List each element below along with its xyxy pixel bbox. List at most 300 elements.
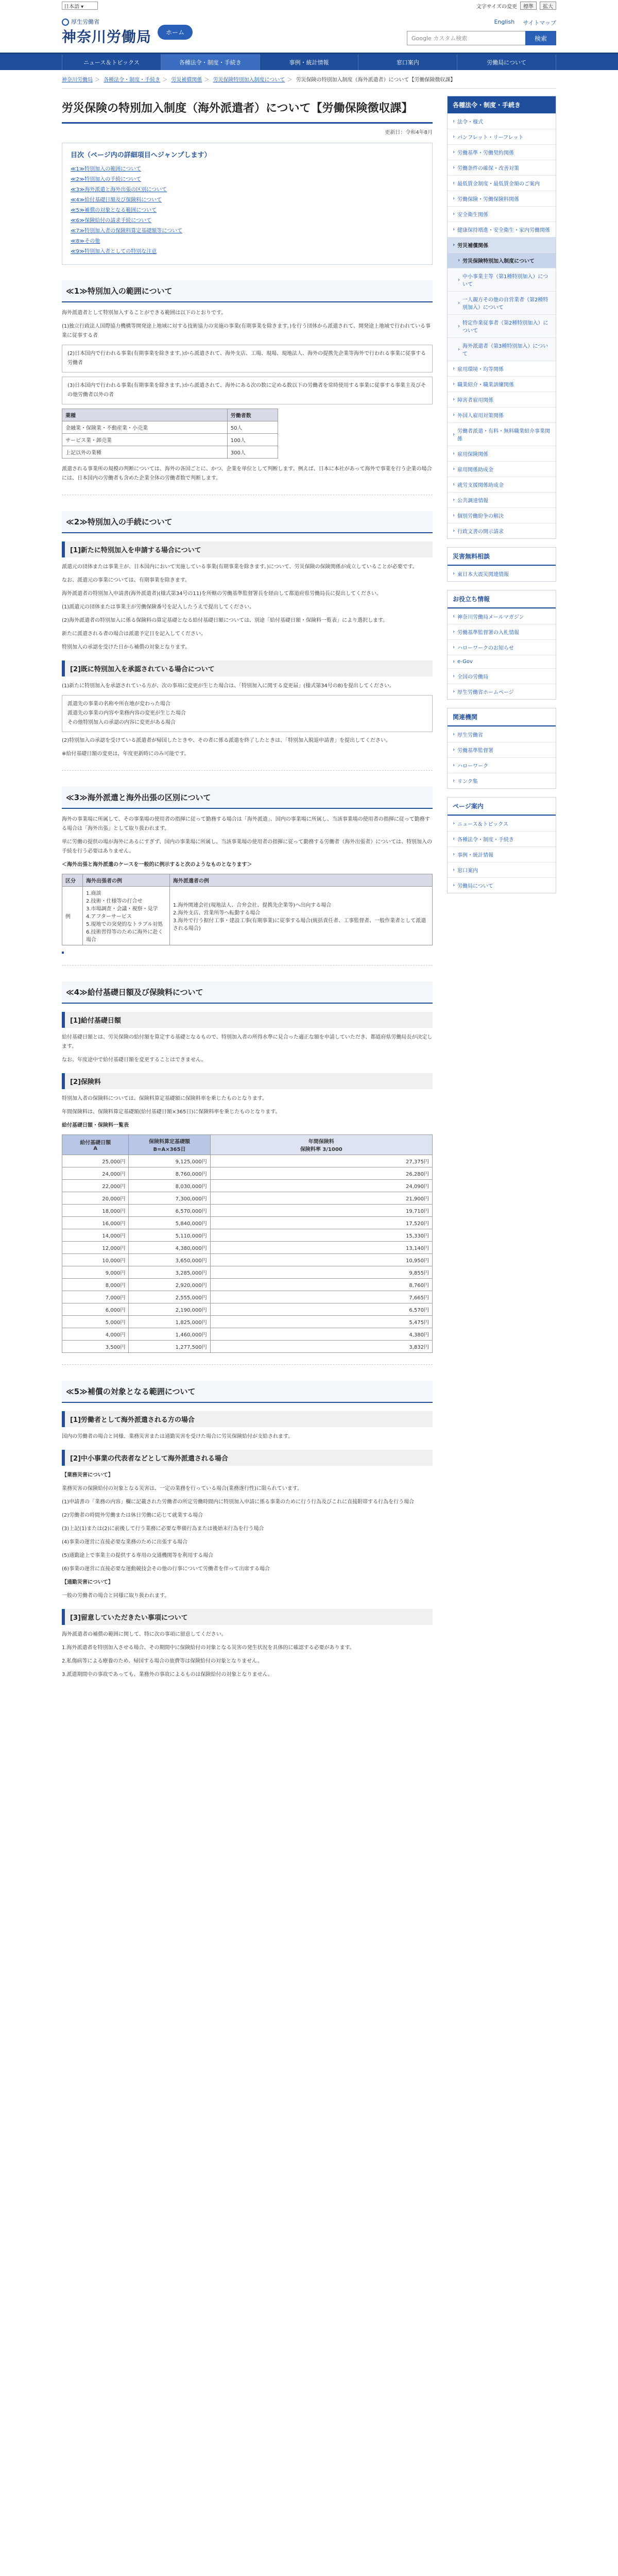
chevron-right-icon: › [453, 614, 455, 619]
chevron-right-icon: › [453, 673, 455, 679]
table-cell: 4,000円 [62, 1328, 129, 1341]
chevron-right-icon: › [458, 300, 460, 306]
chevron-right-icon: › [453, 134, 455, 140]
paragraph: (1)独立行政法人国際協力機構等開発途上地域に対する技術協力の実施の事業(有期事業を除きます。)を行う団体から派遣されて、開発途上地域で行われている事業に従事する者 [62, 324, 431, 338]
table-cell: 5,110,000円 [129, 1229, 210, 1242]
paragraph: 3.派遣期間中の事故であっても、業務外の事故によるものは保険給付の対象となりません。 [62, 1672, 273, 1677]
sidebar-block-page-guide [447, 797, 556, 893]
table-cell: 8,000円 [62, 1279, 129, 1291]
table-cell: 9,125,000円 [129, 1155, 210, 1167]
sidebar-block-useful [447, 590, 556, 700]
chevron-right-icon: › [453, 381, 455, 387]
table-row [62, 1155, 433, 1167]
table-cell: 3,832円 [210, 1341, 432, 1353]
sidebar-item-label: 職業紹介・職業訓練関係 [457, 382, 514, 388]
paragraph: 給付基礎日額とは、労災保険の給付額を算定する基礎となるもので、特別加入者の所得水準に見合った適正な額を申請していただき、都道府県労働局長が決定します。 [62, 1035, 433, 1049]
sidebar-item[interactable] [448, 129, 556, 144]
sidebar-item-label: 一人親方その他の自営業者（第2種特別加入）について [462, 297, 548, 311]
paragraph-heading: 【業務災害について】 [62, 1472, 113, 1478]
sidebar-item-label: 海外派遣者（第3種特別加入）について [462, 344, 548, 357]
breadcrumb-item[interactable]: 各種法令・制度・手続き [104, 77, 161, 83]
sidebar-link[interactable] [448, 862, 556, 877]
site-header [62, 11, 556, 53]
table-cell: 16,000円 [62, 1217, 129, 1229]
paragraph: 特別加入の承認を受けた日から補償の対象となります。 [62, 645, 191, 650]
table-cell: 8,760円 [210, 1279, 432, 1291]
breadcrumb-current: 労災保険の特別加入制度（海外派遣者）について【労働保険徴収課】 [296, 77, 456, 83]
table-cell: 25,000円 [62, 1155, 129, 1167]
sidebar-item[interactable] [448, 392, 556, 407]
paragraph: (1)新たに特別加入を承認されている方が、次の事項に変更が生じた場合は、「特別加入に関する変更届」(様式第34号の8)を提出してください。 [62, 683, 395, 689]
table-cell: 17,520円 [210, 1217, 432, 1229]
paragraph: ※給付基礎日額の変更は、年度更新時にのみ可能です。 [62, 751, 190, 757]
gnav-offices[interactable]: 窓口案内 [358, 54, 457, 70]
bullet-mark [62, 952, 64, 954]
chevron-right-icon: › [453, 211, 455, 217]
table-cell: 7,665円 [210, 1291, 432, 1303]
sidebar-link[interactable] [448, 877, 556, 893]
sidebar-item-label: 公共調達情報 [457, 498, 488, 504]
chevron-right-icon: › [453, 149, 455, 155]
table-cell: 19,710円 [210, 1205, 432, 1217]
text-size-standard-button[interactable]: 標準 [520, 2, 537, 10]
sidebar-link-label: 各種法令・制度・手続き [457, 837, 514, 843]
sidebar-item[interactable] [448, 160, 556, 175]
sidebar-item[interactable] [448, 222, 556, 237]
sidebar-item-label: 障害者雇用関係 [457, 398, 493, 403]
table-row [62, 1167, 433, 1180]
table-cell: 1,460,000円 [129, 1328, 210, 1341]
table-cell: 2,555,000円 [129, 1291, 210, 1303]
breadcrumb-item[interactable]: 神奈川労働局 [62, 77, 93, 83]
chevron-right-icon: › [453, 482, 455, 487]
sidebar-heading: 災害無料相談 [448, 548, 556, 566]
table-row [62, 1229, 433, 1242]
divider [62, 965, 433, 966]
sidebar-item[interactable] [448, 407, 556, 422]
sidebar-link[interactable] [448, 566, 556, 581]
sidebar-link-label: リンク集 [457, 779, 478, 785]
chevron-right-icon: › [453, 451, 455, 456]
sidebar [447, 96, 556, 1684]
table-cell: 18,000円 [62, 1205, 129, 1217]
paragraph: 海外の事業場に所属して、その事業場の使用者の指揮に従って勤務する場合は「海外派遣」、国内の事業場に所属し、当該事業場の使用者の指揮に従って勤務する場合は「海外出張」として取り扱われます。 [62, 817, 430, 832]
sidebar-link-label: 厚生労働省ホームページ [457, 690, 514, 696]
sidebar-link[interactable] [448, 742, 556, 757]
table-cell: 21,900円 [210, 1192, 432, 1205]
chevron-right-icon: › [453, 196, 455, 201]
toc-title: 目次（ページ内の詳細項目へジャンプします） [71, 151, 211, 159]
language-select-value: 日本語 [64, 4, 79, 10]
chevron-right-icon: › [453, 836, 455, 842]
table-cell: 10,000円 [62, 1254, 129, 1266]
chevron-right-icon: › [453, 466, 455, 472]
table-cell: 1.海外関連会社(現地法人、合弁会社、提携先企業等)へ出向する場合 2.海外支店、営業所等へ転勤する場合 3.海外で行う据付工事・建設工事(有期事業)に従事する場合(統括責任者、工事監督者、一般作業者として派遣される場合) [169, 887, 432, 945]
page-title: 労災保険の特別加入制度（海外派遣者）について【労働保険徴収課】 [62, 96, 433, 124]
table-header: 海外出張者の例 [83, 874, 170, 887]
sidebar-item-label: 個別労働紛争の解決 [457, 514, 504, 519]
sidebar-item-label: 労働基準・労働契約関係 [457, 150, 514, 156]
table-cell: 14,000円 [62, 1229, 129, 1242]
subsection-heading: [1]新たに特別加入を申請する場合について [62, 541, 433, 557]
table-cell: 8,760,000円 [129, 1167, 210, 1180]
sidebar-item-label: 労働条件の確保・改善対策 [457, 166, 519, 172]
table-caption: 給付基礎日額・保険料一覧表 [62, 1123, 129, 1128]
sidebar-link[interactable] [448, 639, 556, 655]
chevron-right-icon: › [453, 778, 455, 784]
sidebar-heading: 関連機関 [448, 708, 556, 726]
chevron-right-icon: › [458, 346, 460, 352]
sidebar-item[interactable] [448, 337, 556, 361]
sidebar-link[interactable] [448, 831, 556, 846]
toc-link[interactable]: ≪6≫保険給付の請求手続について [71, 218, 152, 224]
table-cell: 8,030,000円 [129, 1180, 210, 1192]
site-title: 神奈川労働局 [62, 28, 152, 45]
sidebar-item[interactable] [448, 523, 556, 538]
text-size-large-button[interactable]: 拡大 [540, 2, 556, 10]
list-item: 派遣先の事業の内容や業務内容の変更が生じた場合 [67, 710, 186, 716]
dispatch-vs-trip-table [62, 874, 433, 945]
sidebar-link-label: 労働基準監督署 [457, 748, 493, 754]
sidebar-link-label: e-Gov [457, 659, 473, 665]
sidebar-link-label: 神奈川労働局メールマガジン [457, 615, 524, 620]
table-cell: 15,330円 [210, 1229, 432, 1242]
toc-link[interactable]: ≪3≫海外派遣と海外出張の区別について [71, 187, 167, 193]
table-cell: 2,920,000円 [129, 1279, 210, 1291]
text-size-label: 文字サイズの変更 [476, 4, 517, 10]
divider [62, 770, 433, 771]
table-header: 労働者数 [227, 409, 278, 421]
note-box [62, 695, 433, 732]
paragraph: 業務災害の保険給付の対象となる災害は、一定の業務を行っている場合(業務遂行性)に限られています。 [62, 1486, 303, 1492]
table-row [62, 1180, 433, 1192]
sidebar-block-laws [447, 96, 556, 539]
paragraph: なお、派遣元の事業については、有期事業を除きます。 [62, 578, 190, 583]
sidebar-heading: ページ案内 [448, 798, 556, 816]
search-button[interactable]: 検索 [525, 31, 556, 45]
list-item: 派遣先の事業の名称や所在地が変わった場合 [67, 701, 170, 707]
toc-link[interactable]: ≪5≫補償の対象となる範囲について [71, 208, 157, 213]
chevron-right-icon: › [453, 227, 455, 232]
table-cell: 上記以外の業種 [62, 446, 228, 459]
sidebar-item[interactable] [448, 252, 556, 268]
chevron-right-icon: › [453, 366, 455, 371]
sidebar-link-label: 労働局について [457, 884, 493, 889]
sidebar-link[interactable] [448, 608, 556, 624]
sidebar-item[interactable] [448, 376, 556, 392]
table-row [62, 1328, 433, 1341]
toc-link[interactable]: ≪2≫特別加入の手続について [71, 177, 142, 182]
paragraph: 1.海外派遣者を特別加入させる場合、その期間中に保険給付の対象となる災害の発生状況を具体的に確認する必要があります。 [62, 1645, 355, 1651]
paragraph: 海外派遣者の補償の範囲に関して、特に次の事項に留意してください。 [62, 1632, 227, 1637]
gnav-news[interactable]: ニュース＆トピックス [62, 54, 161, 70]
sidebar-item-label: パンフレット・リーフレット [457, 135, 524, 141]
sidebar-item-label: 就労支援関係助成金 [457, 483, 504, 488]
sidebar-item-label: 雇用関係助成金 [457, 467, 493, 473]
table-cell: 27,375円 [210, 1155, 432, 1167]
subsection-heading: [1]給付基礎日額 [62, 1012, 433, 1028]
sidebar-item[interactable] [448, 477, 556, 492]
toc-link[interactable]: ≪9≫特別加入者としての特別な注意 [71, 249, 157, 255]
note-box: (3)日本国内で行われる事業(有期事業を除きます。)から派遣されて、海外にある次の数に定める数以下の労働者を常時使用する事業に従事する事業主及びその他労働者以外の者 [62, 377, 433, 404]
chevron-right-icon: › [458, 277, 460, 283]
gnav-laws[interactable]: 各種法令・制度・手続き [161, 54, 260, 70]
chevron-right-icon: › [458, 258, 460, 263]
sidebar-link-label: 全国の労働局 [457, 674, 488, 680]
toc-link[interactable]: ≪1≫特別加入の範囲について [71, 166, 142, 172]
sidebar-item[interactable] [448, 361, 556, 376]
table-cell: 6,000円 [62, 1303, 129, 1316]
chevron-right-icon: › [453, 497, 455, 503]
sidebar-heading: 各種法令・制度・手続き [448, 96, 556, 113]
business-size-table [62, 409, 278, 459]
section-heading: ≪2≫特別加入の手続について [62, 511, 433, 533]
sidebar-item-label: 外国人雇用対策関係 [457, 413, 504, 419]
table-cell: 300人 [227, 446, 278, 459]
sidebar-item-label: 安全衛生関係 [457, 212, 488, 218]
search-input[interactable]: Google カスタム検索 [407, 31, 525, 45]
chevron-right-icon: › [453, 762, 455, 768]
sidebar-link-label: 厚生労働省 [457, 733, 483, 738]
paragraph: 一般の労働者の場合と同様に取り扱われます。 [62, 1593, 170, 1599]
table-row [62, 421, 278, 434]
table-cell: 4,380円 [210, 1328, 432, 1341]
table-row [62, 887, 433, 945]
chevron-right-icon: › [453, 867, 455, 873]
divider [62, 1364, 433, 1365]
sidebar-block-disaster [447, 547, 556, 582]
sidebar-item[interactable] [448, 461, 556, 477]
site-logo[interactable] [62, 18, 151, 46]
table-cell: 26,280円 [210, 1167, 432, 1180]
table-row [62, 1192, 433, 1205]
chevron-right-icon: › [453, 180, 455, 186]
sidebar-item[interactable] [448, 314, 556, 337]
updated-date: 更新日：令和4年8月 [385, 130, 433, 135]
sidebar-item[interactable] [448, 507, 556, 523]
chevron-right-icon: › [453, 689, 455, 694]
toc-link[interactable]: ≪4≫給付基礎日額及び保険料について [71, 197, 162, 203]
sidebar-link[interactable] [448, 655, 556, 668]
section-heading: ≪4≫給付基礎日額及び保険料について [62, 981, 433, 1004]
sidebar-link-label: 事例・統計情報 [457, 853, 493, 858]
sidebar-link[interactable] [448, 757, 556, 773]
table-cell: 22,000円 [62, 1180, 129, 1192]
breadcrumb-item[interactable]: 労災補償関係 [171, 77, 202, 83]
table-row [62, 1316, 433, 1328]
paragraph: 単に労働の提供の場が海外にあるにすぎず、国内の事業場に所属し、当該事業場の使用者の指揮に従って勤務する労働者（海外出張者）については、特別加入の手続を行う必要はありません。 [62, 839, 432, 854]
table-cell: 2,190,000円 [129, 1303, 210, 1316]
table-cell: 12,000円 [62, 1242, 129, 1254]
chevron-right-icon: › [453, 412, 455, 418]
table-cell: 5,840,000円 [129, 1217, 210, 1229]
paragraph: 派遣元の団体または事業主が、日本国内において実施している事業(有期事業を除きます。)について、労災保険の保険関係が成立していることが必要です。 [62, 564, 418, 570]
chevron-right-icon: › [458, 323, 460, 329]
sidebar-item-label: 中小事業主等（第1種特別加入）について [462, 274, 548, 287]
table-row [62, 1254, 433, 1266]
paragraph: 年間保険料は、保険料算定基礎額(給付基礎日額×365日)に保険料率を乗じたものとなります。 [62, 1109, 281, 1115]
note-box: (2)日本国内で行われる事業(有期事業を除きます。)から派遣されて、海外支店、工場、現場、現地法人、海外の提携先企業等海外で行われる事業に従事する労働者 [62, 345, 433, 372]
sidebar-item[interactable] [448, 291, 556, 314]
breadcrumb: 神奈川労働局 ＞ 各種法令・制度・手続き ＞ 労災補償関係 ＞ 労災保険特別加入制度について ＞ 労災保険の特別加入制度（海外派遣者）について【労働保険徴収課】 [62, 70, 556, 89]
sidebar-item[interactable] [448, 422, 556, 446]
paragraph: (6)事業の運営に直接必要な運動競技会その他の行事について労働者を伴って出席する場合 [62, 1566, 270, 1572]
section-heading: ≪1≫特別加入の範囲について [62, 280, 433, 302]
paragraph: (1)派遣元の団体または事業主が労働保険番号を記入したうえで提出してください。 [62, 604, 255, 610]
paragraph: 海外派遣者として特別加入することができる範囲は以下のとおりです。 [62, 310, 227, 316]
table-header: 年間保険料 保険料率 3/1000 [210, 1135, 432, 1155]
section-heading: ≪3≫海外派遣と海外出張の区別について [62, 787, 433, 809]
chevron-right-icon: › [453, 397, 455, 402]
table-cell: 3,285,000円 [129, 1266, 210, 1279]
paragraph: 特別加入者の保険料については、保険料算定基礎額に保険料率を乗じたものとなります。 [62, 1096, 267, 1101]
chevron-right-icon: › [453, 645, 455, 650]
paragraph: (2)労働者の時間外労働または休日労働に応じて就業する場合 [62, 1513, 203, 1518]
table-caption: ＜海外出張と海外派遣のケースを一般的に例示すると次のようなものとなります＞ [62, 862, 252, 868]
sidebar-item[interactable] [448, 492, 556, 507]
chevron-right-icon: › [453, 821, 455, 826]
english-link[interactable]: English [494, 19, 515, 25]
subsection-heading: [3]留意していただきたい事項について [62, 1609, 433, 1625]
chevron-right-icon: › [453, 528, 455, 534]
toc-link[interactable]: ≪8≫その他 [71, 239, 100, 244]
table-cell: 9,000円 [62, 1266, 129, 1279]
table-row [62, 1291, 433, 1303]
paragraph: (1)申請書の「業務の内容」欄に記載された労働者の所定労働時間内に特別加入申請に係る事業のために行う行為及びこれに直接附帯する行為を行う場合 [62, 1499, 415, 1505]
sidebar-item[interactable] [448, 113, 556, 129]
sidebar-link[interactable] [448, 846, 556, 862]
chevron-right-icon: › [453, 242, 455, 248]
chevron-right-icon: › [453, 852, 455, 857]
ministry-name: 厚生労働省 [71, 19, 99, 25]
paragraph: 2.私傷病等による療養のため、帰国する場合の旅費等は保険給付の対象となりません。 [62, 1658, 263, 1664]
chevron-right-icon: › [453, 165, 455, 171]
sidebar-link[interactable] [448, 668, 556, 684]
language-select[interactable]: 日本語 ▾ [62, 2, 98, 10]
sidebar-item-label: 法令・様式 [457, 120, 483, 125]
table-cell: 20,000円 [62, 1192, 129, 1205]
global-nav [0, 53, 618, 70]
paragraph: 新たに派遣される者の場合は派遣予定日を記入してください。 [62, 631, 206, 637]
table-cell: 4,380,000円 [129, 1242, 210, 1254]
sidebar-link[interactable] [448, 684, 556, 699]
table-cell: 6,570,000円 [129, 1205, 210, 1217]
sidebar-item-label: 最低賃金制度・最低賃金額のご案内 [457, 181, 540, 187]
sidebar-link-label: ハローワーク [457, 764, 488, 769]
table-cell: 9,855円 [210, 1266, 432, 1279]
sidebar-link[interactable] [448, 816, 556, 831]
paragraph: 海外派遣者の特別加入申請書(海外派遣者)(様式第34号の11)を所轄の労働基準監督署長を経由して都道府県労働局長に提出してください。 [62, 591, 382, 597]
sidebar-item[interactable] [448, 268, 556, 291]
breadcrumb-item[interactable]: 労災保険特別加入制度について [213, 77, 285, 83]
sidebar-item-label: 行政文書の開示請求 [457, 529, 504, 535]
main-content [62, 96, 433, 1684]
table-cell: 7,000円 [62, 1291, 129, 1303]
sidebar-item[interactable] [448, 175, 556, 191]
sidebar-item-label: 雇用環境・均等関係 [457, 367, 504, 372]
table-cell: 50人 [227, 421, 278, 434]
subsection-heading: [2]保険料 [62, 1073, 433, 1089]
table-header: 海外派遣者の例 [169, 874, 432, 887]
chevron-right-icon: › [453, 883, 455, 888]
chevron-right-icon: › [453, 431, 455, 437]
table-header: 給付基礎日額 A [62, 1135, 129, 1155]
table-cell: 6,570円 [210, 1303, 432, 1316]
table-of-contents [62, 143, 433, 265]
subsection-heading: [2]既に特別加入を承認されている場合について [62, 660, 433, 676]
table-cell: 13,140円 [210, 1242, 432, 1254]
chevron-right-icon: › [453, 732, 455, 737]
paragraph: (2)特別加入の承認を受けている派遣者が帰国したときや、その者に係る派遣を終了したときは、「特別加入脱退申請書」を提出してください。 [62, 738, 391, 743]
table-row [62, 1279, 433, 1291]
sidebar-link-label: ニュース＆トピックス [457, 822, 508, 827]
paragraph: (2)海外派遣者の特別加入に係る保険料の算定基礎となる給付基礎日額については、別途「給付基礎日額・保険料一覧表」により選択します。 [62, 618, 388, 623]
divider [62, 495, 433, 496]
table-cell: 24,000円 [62, 1167, 129, 1180]
sidebar-item-label: 労災保険特別加入制度について [462, 259, 535, 264]
subsection-heading: [2]中小事業の代表者などとして海外派遣される場合 [62, 1450, 433, 1466]
sidebar-item-label: 雇用保険関係 [457, 452, 488, 457]
sidebar-link[interactable] [448, 773, 556, 788]
subsection-heading: [1]労働者として海外派遣される方の場合 [62, 1411, 433, 1427]
gnav-about[interactable]: 労働局について [457, 54, 556, 70]
table-cell: 1,825,000円 [129, 1316, 210, 1328]
sidebar-item[interactable] [448, 144, 556, 160]
toc-link[interactable]: ≪7≫特別加入者の保険料算定基礎額等について [71, 228, 183, 234]
table-cell: 10,950円 [210, 1254, 432, 1266]
table-header: 業種 [62, 409, 228, 421]
sidebar-item[interactable] [448, 237, 556, 252]
sidebar-item-label: 労働保険・労働保険料関係 [457, 197, 519, 202]
paragraph: (4)事業の運営に直接必要な業務のために出張する場合 [62, 1539, 188, 1545]
sitemap-link[interactable]: サイトマップ [523, 20, 556, 26]
premium-table [62, 1134, 433, 1353]
list-item: その他特別加入の承認の内容に変更がある場合 [67, 720, 176, 725]
chevron-right-icon: › [453, 571, 455, 577]
sidebar-link-label: 労働基準監督署の入札情報 [457, 630, 519, 636]
sidebar-link[interactable] [448, 624, 556, 639]
ministry-emblem-icon [62, 19, 69, 26]
sidebar-item[interactable] [448, 446, 556, 461]
top-bar [62, 0, 556, 11]
sidebar-item[interactable] [448, 191, 556, 206]
paragraph: (5)通勤途上で事業主の提供する専用の交通機関等を利用する場合 [62, 1553, 214, 1558]
paragraph: (3)上記(1)または(2)に前後して行う業務に必要な準備行為または後始末行為を行う場合 [62, 1526, 264, 1532]
chevron-right-icon: › [453, 513, 455, 518]
table-cell: 1.商談 2.技術・仕様等の打合せ 3.市場調査・会議・視察・見学 4.アフターサービス 5.現地での突発的なトラブル対処 6.技術習得等のために海外に赴く場合 [83, 887, 170, 945]
sidebar-item[interactable] [448, 206, 556, 222]
table-header: 保険料算定基礎額 B=A×365日 [129, 1135, 210, 1155]
table-row [62, 1303, 433, 1316]
table-header: 区分 [62, 874, 83, 887]
table-row [62, 446, 278, 459]
paragraph: 国内の労働者の場合と同様、業務災害または通勤災害を受けた場合に労災保険給付が支給されます。 [62, 1434, 294, 1439]
table-cell: 1,277,500円 [129, 1341, 210, 1353]
table-row [62, 434, 278, 446]
chevron-right-icon: › [453, 747, 455, 753]
chevron-right-icon: › [453, 118, 455, 124]
sidebar-item-label: 労災補償関係 [457, 243, 489, 249]
sidebar-link-label: ハローワークのお知らせ [457, 646, 514, 651]
home-button[interactable]: ホーム [158, 25, 193, 40]
gnav-cases[interactable]: 事例・統計情報 [260, 54, 359, 70]
paragraph: 派遣される事業所の規模の判断については、海外の各国ごとに、かつ、企業を単位として判断します。例えば、日本に本社があって海外で事業を行う企業の場合には、日本国内の労働者も含めた企業全体の労働者数で判断します。 [62, 466, 432, 481]
table-cell: 7,300,000円 [129, 1192, 210, 1205]
table-row [62, 1242, 433, 1254]
sidebar-link[interactable] [448, 726, 556, 742]
table-cell: サービス業・卸売業 [62, 434, 228, 446]
table-cell: 3,650,000円 [129, 1254, 210, 1266]
